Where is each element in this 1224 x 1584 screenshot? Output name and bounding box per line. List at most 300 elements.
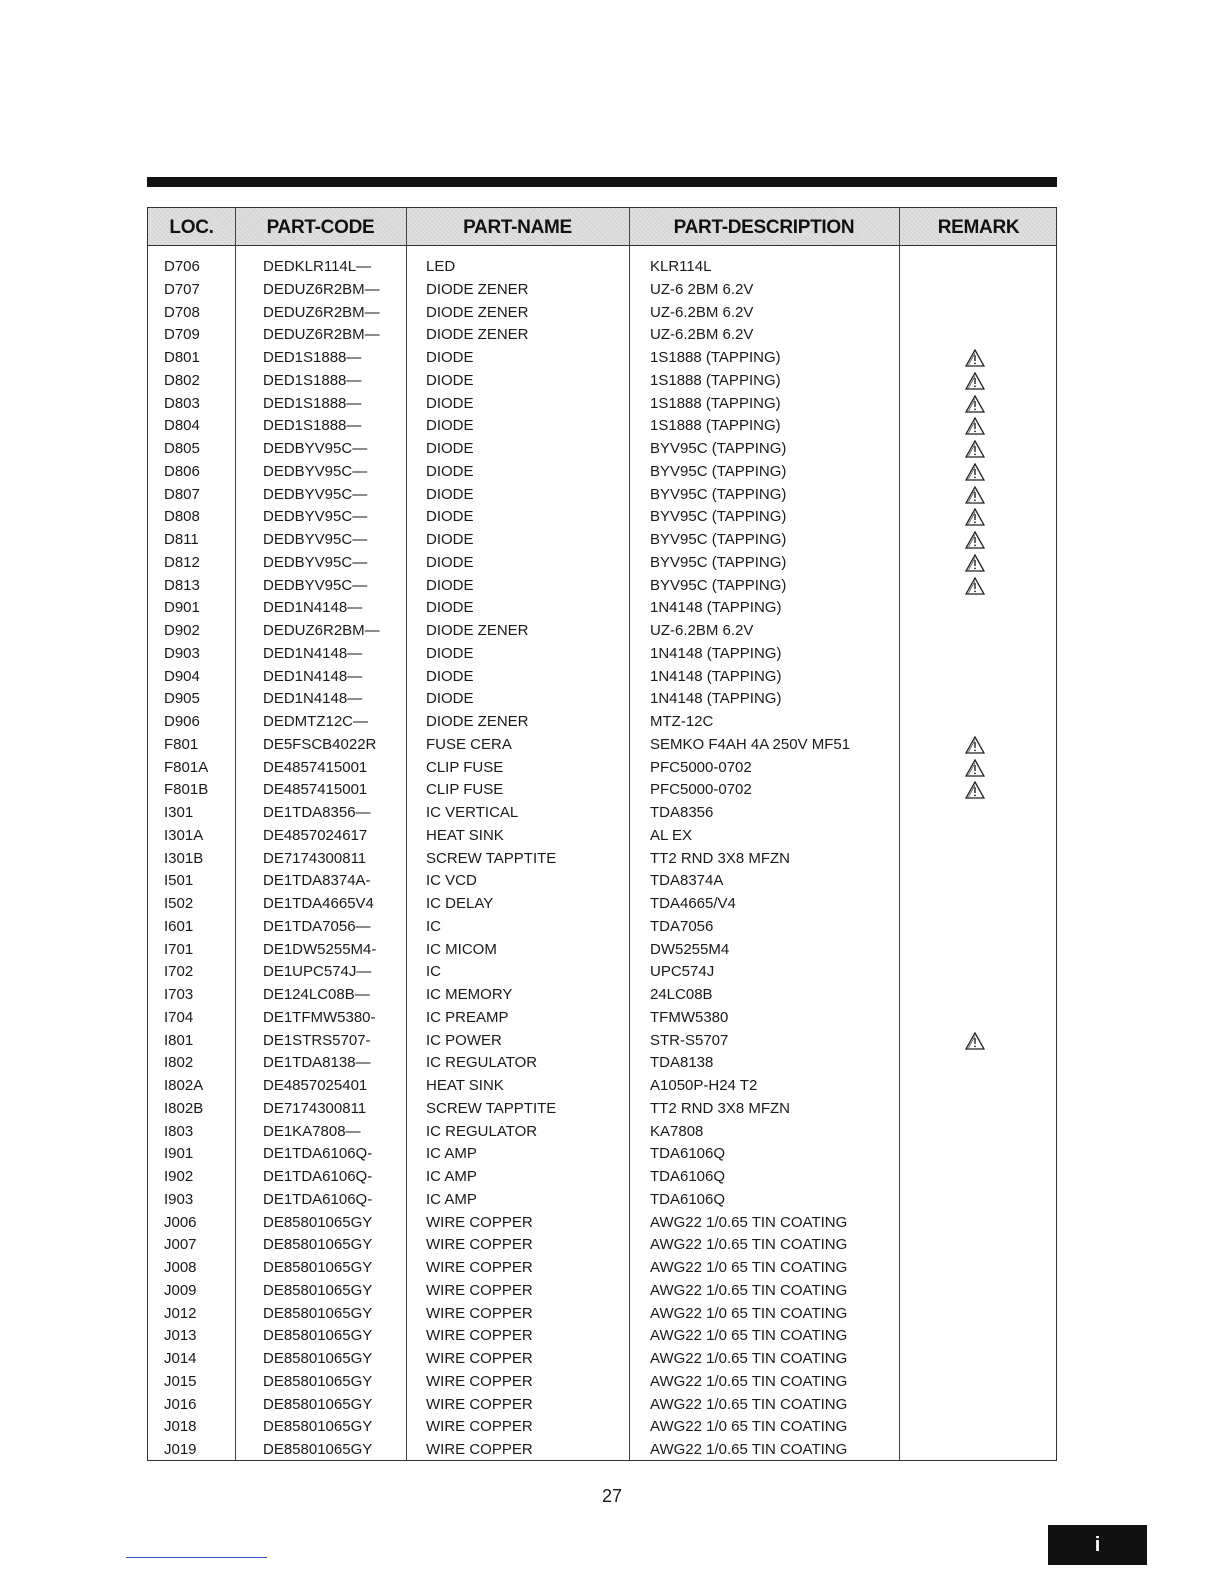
cell-remark [965, 324, 989, 346]
table-row [148, 711, 1056, 734]
cell-loc: I802 [164, 1054, 194, 1072]
cell-part-code: DE4857025401 [263, 1077, 368, 1094]
cell-part-code: DE1DW5255M4- [263, 940, 377, 958]
cell-part-name: WIRE COPPER [426, 1281, 533, 1299]
cell-part-name: IC MICOM [426, 940, 497, 958]
cell-part-name: IC DELAY [426, 895, 494, 912]
cell-loc: D902 [164, 622, 200, 639]
cell-remark [965, 347, 989, 369]
table-row [148, 825, 1056, 848]
cell-part-description: TDA4665/V4 [650, 895, 736, 912]
cell-remark [965, 1394, 989, 1416]
cell-part-description: 1S1888 (TAPPING) [650, 371, 781, 389]
cell-part-description: TDA7056 [650, 917, 714, 935]
cell-part-code: DE1STRS5707- [263, 1031, 371, 1049]
cell-remark [965, 688, 989, 710]
parts-table [147, 207, 1057, 1461]
table-row [148, 1098, 1056, 1121]
cell-loc: D707 [164, 280, 200, 298]
cell-part-code: DED1S1888— [263, 417, 362, 435]
cell-loc: I703 [164, 986, 194, 1003]
cell-part-name: WIRE COPPER [426, 1372, 533, 1390]
table-row [148, 529, 1056, 552]
cell-part-code: DE1TDA4665V4 [263, 895, 374, 912]
cell-part-code: DEDBYV95C— [263, 462, 368, 480]
cell-remark [965, 666, 989, 688]
cell-loc: I704 [164, 1008, 194, 1026]
cell-remark [965, 506, 989, 528]
cell-part-name: DIODE [426, 644, 474, 662]
table-row [148, 506, 1056, 529]
cell-part-code: DEDBYV95C— [263, 485, 368, 503]
cell-part-code: DED1N4148— [263, 644, 363, 662]
cell-part-name: SCREW TAPPTITE [426, 1099, 557, 1117]
cell-part-name: SCREW TAPPTITE [426, 849, 557, 867]
cell-remark [965, 597, 989, 619]
cell-part-name: HEAT SINK [426, 1077, 504, 1094]
table-row [148, 1121, 1056, 1144]
cell-remark [965, 1189, 989, 1211]
cell-loc: I801 [164, 1031, 194, 1049]
cell-part-name: DIODE ZENER [426, 280, 529, 298]
cell-remark [965, 1212, 989, 1234]
table-row [148, 1143, 1056, 1166]
cell-remark [965, 916, 989, 938]
table-row [148, 324, 1056, 347]
cell-part-code: DEDUZ6R2BM— [263, 622, 380, 639]
cell-part-description: AWG22 1/0 65 TIN COATING [650, 1259, 848, 1276]
cell-remark [965, 1416, 989, 1438]
cell-remark [965, 302, 989, 324]
cell-part-description: TDA8138 [650, 1054, 714, 1072]
cell-remark [965, 415, 989, 437]
table-row [148, 870, 1056, 893]
cell-part-code: DE7174300811 [263, 1099, 367, 1117]
cell-part-description: TDA8356 [650, 804, 714, 821]
cell-loc: J012 [164, 1304, 197, 1322]
cell-remark [965, 984, 989, 1006]
cell-remark [965, 848, 989, 870]
cell-loc: D905 [164, 690, 200, 708]
cell-part-name: IC VCD [426, 872, 477, 890]
cell-part-name: DIODE [426, 531, 474, 548]
cell-part-name: WIRE COPPER [426, 1304, 533, 1322]
cell-remark [965, 552, 989, 574]
cell-part-code: DE85801065GY [263, 1372, 373, 1390]
header-loc: LOC. [169, 217, 214, 238]
warning-triangle-icon [965, 577, 989, 595]
cell-loc: D803 [164, 394, 200, 412]
cell-part-description: TDA6106Q [650, 1190, 726, 1208]
cell-remark [965, 1052, 989, 1074]
cell-loc: I701 [164, 940, 194, 958]
cell-part-name: DIODE ZENER [426, 303, 529, 321]
cell-part-name: CLIP FUSE [426, 758, 504, 776]
cell-part-description: 1S1888 (TAPPING) [650, 349, 781, 366]
cell-loc: J007 [164, 1236, 197, 1254]
cell-part-code: DEDBYV95C— [263, 508, 368, 526]
table-row [148, 984, 1056, 1007]
cell-part-name: DIODE [426, 599, 474, 617]
table-row [148, 1280, 1056, 1303]
table-row [148, 779, 1056, 802]
cell-part-name: WIRE COPPER [426, 1327, 533, 1345]
table-row [148, 461, 1056, 484]
table-row [148, 1189, 1056, 1212]
cell-remark [965, 1303, 989, 1325]
cell-loc: F801A [164, 758, 209, 776]
cell-loc: D807 [164, 485, 200, 503]
cell-part-description: UPC574J [650, 963, 715, 981]
cell-part-name: HEAT SINK [426, 826, 504, 844]
table-row [148, 256, 1056, 279]
cell-loc: I803 [164, 1122, 194, 1140]
cell-part-name: CLIP FUSE [426, 781, 504, 799]
warning-triangle-icon [965, 531, 989, 549]
cell-remark [965, 734, 989, 756]
cell-part-name: IC REGULATOR [426, 1054, 538, 1072]
table-row [148, 916, 1056, 939]
cell-loc: J018 [164, 1418, 197, 1436]
table-row [148, 279, 1056, 302]
cell-loc: J008 [164, 1259, 197, 1276]
cell-loc: I903 [164, 1190, 194, 1208]
cell-part-description: TDA8374A [650, 872, 724, 890]
cell-part-name: IC [426, 917, 441, 935]
cell-part-description: 1S1888 (TAPPING) [650, 417, 781, 435]
cell-loc: I301 [164, 804, 194, 821]
cell-part-code: DE1KA7808— [263, 1122, 361, 1140]
cell-part-description: UZ-6.2BM 6.2V [650, 303, 754, 321]
table-row [148, 302, 1056, 325]
table-row [148, 1303, 1056, 1326]
cell-part-description: BYV95C (TAPPING) [650, 531, 787, 548]
cell-part-description: AWG22 1/0.65 TIN COATING [650, 1350, 848, 1367]
cell-part-description: AWG22 1/0.65 TIN COATING [650, 1213, 848, 1231]
cell-part-code: DE4857415001 [263, 758, 368, 776]
cell-loc: D802 [164, 371, 200, 389]
cell-part-code: DE1UPC574J— [263, 963, 372, 981]
cell-part-code: DE4857024617 [263, 826, 368, 844]
cell-part-description: 1N4148 (TAPPING) [650, 644, 782, 662]
table-row [148, 1257, 1056, 1280]
cell-part-description: AWG22 1/0.65 TIN COATING [650, 1281, 848, 1299]
cell-part-code: DE85801065GY [263, 1418, 373, 1436]
cell-part-description: BYV95C (TAPPING) [650, 462, 787, 480]
warning-triangle-icon [965, 486, 989, 504]
cell-remark [965, 484, 989, 506]
cell-part-code: DE1TDA7056— [263, 917, 371, 935]
cell-part-code: DE85801065GY [263, 1441, 373, 1458]
warning-triangle-icon [965, 1032, 989, 1050]
warning-triangle-icon [965, 554, 989, 572]
page-number: 27 [601, 1486, 623, 1506]
cell-part-name: DIODE [426, 667, 474, 685]
cell-loc: D708 [164, 303, 200, 321]
cell-remark [965, 870, 989, 892]
cell-part-code: DE1TDA8356— [263, 804, 371, 821]
cell-part-code: DE124LC08B— [263, 986, 370, 1003]
cell-part-description: TT2 RND 3X8 MFZN [650, 1099, 791, 1117]
table-row [148, 1371, 1056, 1394]
cell-part-description: TDA6106Q [650, 1168, 726, 1185]
table-row [148, 552, 1056, 575]
cell-part-name: WIRE COPPER [426, 1259, 533, 1276]
table-row [148, 597, 1056, 620]
cell-part-description: 1N4148 (TAPPING) [650, 667, 782, 685]
cell-part-name: IC VERTICAL [426, 804, 519, 821]
cell-part-description: AWG22 1/0.65 TIN COATING [650, 1236, 848, 1254]
cell-loc: J019 [164, 1441, 197, 1458]
cell-loc: D709 [164, 326, 200, 344]
cell-part-code: DE85801065GY [263, 1213, 373, 1231]
cell-part-name: WIRE COPPER [426, 1441, 533, 1458]
cell-loc: D806 [164, 462, 200, 480]
cell-loc: I702 [164, 963, 194, 981]
cell-loc: D805 [164, 440, 200, 457]
warning-triangle-icon [965, 508, 989, 526]
cell-part-code: DE85801065GY [263, 1395, 373, 1413]
cell-part-description: TDA6106Q [650, 1145, 726, 1163]
cell-remark [965, 575, 989, 597]
table-row [148, 484, 1056, 507]
cell-part-code: DED1N4148— [263, 667, 363, 685]
cell-loc: J016 [164, 1395, 197, 1413]
table-row [148, 666, 1056, 689]
cell-part-name: DIODE [426, 485, 474, 503]
cell-remark [965, 1348, 989, 1370]
cell-remark [965, 757, 989, 779]
cell-remark [965, 825, 989, 847]
warning-triangle-icon [965, 417, 989, 435]
cell-loc: I502 [164, 895, 194, 912]
cell-part-description: KA7808 [650, 1122, 704, 1140]
cell-loc: I901 [164, 1145, 194, 1163]
cell-remark [965, 939, 989, 961]
cell-part-code: DE85801065GY [263, 1327, 373, 1345]
footer-link-underline [126, 1557, 267, 1558]
cell-loc: I802A [164, 1077, 204, 1094]
cell-part-description: KLR114L [650, 258, 712, 275]
table-row [148, 1394, 1056, 1417]
cell-part-code: DE85801065GY [263, 1304, 373, 1322]
table-row [148, 802, 1056, 825]
cell-loc: D906 [164, 713, 200, 730]
cell-part-name: IC MEMORY [426, 986, 513, 1003]
cell-part-name: IC REGULATOR [426, 1122, 538, 1140]
cell-remark [965, 1143, 989, 1165]
cell-remark [965, 893, 989, 915]
cell-part-name: WIRE COPPER [426, 1213, 533, 1231]
table-row [148, 961, 1056, 984]
cell-remark [965, 779, 989, 801]
warning-triangle-icon [965, 759, 989, 777]
cell-loc: D813 [164, 576, 200, 594]
cell-part-name: WIRE COPPER [426, 1350, 533, 1367]
table-row [148, 1007, 1056, 1030]
cell-remark [965, 1371, 989, 1393]
cell-part-code: DE5FSCB4022R [263, 735, 377, 753]
cell-part-code: DE85801065GY [263, 1259, 373, 1276]
cell-part-name: DIODE [426, 394, 474, 412]
cell-part-code: DE1TFMW5380- [263, 1008, 376, 1026]
table-row [148, 438, 1056, 461]
cell-part-name: IC AMP [426, 1168, 477, 1185]
cell-part-code: DED1S1888— [263, 394, 362, 412]
cell-loc: D904 [164, 667, 200, 685]
cell-part-name: DIODE [426, 440, 474, 457]
cell-part-name: LED [426, 258, 456, 275]
cell-loc: D812 [164, 553, 200, 571]
cell-part-name: DIODE ZENER [426, 713, 529, 730]
table-row [148, 620, 1056, 643]
cell-part-description: AWG22 1/0 65 TIN COATING [650, 1418, 848, 1436]
cell-remark [965, 1166, 989, 1188]
table-row [148, 1212, 1056, 1235]
cell-loc: F801 [164, 735, 199, 753]
cell-part-description: BYV95C (TAPPING) [650, 576, 787, 594]
cell-part-name: FUSE CERA [426, 735, 512, 753]
cell-remark [965, 620, 989, 642]
cell-remark [965, 1098, 989, 1120]
cell-remark [965, 1325, 989, 1347]
table-row [148, 1439, 1056, 1462]
table-row [148, 1325, 1056, 1348]
cell-part-description: SEMKO F4AH 4A 250V MF51 [650, 735, 851, 753]
cell-remark [965, 461, 989, 483]
table-row [148, 688, 1056, 711]
cell-part-code: DEDMTZ12C— [263, 713, 369, 730]
cell-part-code: DEDUZ6R2BM— [263, 326, 380, 344]
cell-loc: I802B [164, 1099, 204, 1117]
cell-part-code: DE1TDA8138— [263, 1054, 371, 1072]
cell-loc: I601 [164, 917, 194, 935]
cell-part-code: DEDBYV95C— [263, 576, 368, 594]
header-part-name: PART-NAME [463, 217, 572, 238]
cell-remark [965, 529, 989, 551]
warning-triangle-icon [965, 349, 989, 367]
cell-part-name: IC AMP [426, 1145, 477, 1163]
table-row [148, 575, 1056, 598]
cell-part-name: DIODE [426, 417, 474, 435]
cell-remark [965, 643, 989, 665]
cell-part-code: DED1N4148— [263, 599, 363, 617]
cell-remark [965, 1075, 989, 1097]
cell-loc: D804 [164, 417, 200, 435]
cell-part-code: DEDBYV95C— [263, 553, 368, 571]
cell-loc: J014 [164, 1350, 197, 1367]
cell-loc: I501 [164, 872, 194, 890]
info-icon: i [1048, 1525, 1147, 1565]
cell-part-code: DE85801065GY [263, 1281, 373, 1299]
table-row [148, 393, 1056, 416]
cell-remark [965, 279, 989, 301]
cell-part-name: DIODE [426, 690, 474, 708]
table-row [148, 643, 1056, 666]
cell-part-description: 1S1888 (TAPPING) [650, 394, 781, 412]
table-row [148, 1166, 1056, 1189]
table-row [148, 939, 1056, 962]
warning-triangle-icon [965, 372, 989, 390]
table-row [148, 1416, 1056, 1439]
cell-remark [965, 1234, 989, 1256]
cell-loc: D808 [164, 508, 200, 526]
cell-loc: J015 [164, 1372, 197, 1390]
cell-part-code: DE7174300811 [263, 849, 367, 867]
cell-part-description: PFC5000-0702 [650, 781, 752, 799]
cell-part-description: BYV95C (TAPPING) [650, 485, 787, 503]
table-header [148, 208, 1056, 246]
warning-triangle-icon [965, 463, 989, 481]
cell-loc: F801B [164, 781, 209, 799]
cell-part-name: IC [426, 963, 441, 981]
cell-part-name: DIODE [426, 349, 474, 366]
cell-loc: J013 [164, 1327, 197, 1345]
cell-part-description: TT2 RND 3X8 MFZN [650, 849, 791, 867]
cell-loc: D903 [164, 644, 200, 662]
cell-loc: D801 [164, 349, 200, 366]
warning-triangle-icon [965, 736, 989, 754]
table-row [148, 1075, 1056, 1098]
table-row [148, 347, 1056, 370]
cell-part-description: PFC5000-0702 [650, 758, 752, 776]
cell-remark [965, 1257, 989, 1279]
header-part-description: PART-DESCRIPTION [673, 217, 855, 238]
cell-part-name: DIODE [426, 553, 474, 571]
cell-part-description: AWG22 1/0.65 TIN COATING [650, 1441, 848, 1458]
cell-remark [965, 393, 989, 415]
cell-remark [965, 711, 989, 733]
table-row [148, 1052, 1056, 1075]
cell-part-code: DED1S1888— [263, 349, 362, 366]
cell-loc: J009 [164, 1281, 197, 1299]
cell-part-name: WIRE COPPER [426, 1418, 533, 1436]
cell-part-code: DEDBYV95C— [263, 440, 368, 457]
cell-part-name: DIODE ZENER [426, 622, 529, 639]
cell-remark [965, 1030, 989, 1052]
cell-part-code: DE85801065GY [263, 1350, 373, 1367]
cell-remark [965, 1007, 989, 1029]
table-row [148, 1348, 1056, 1371]
cell-part-description: 1N4148 (TAPPING) [650, 690, 782, 708]
cell-part-description: AWG22 1/0 65 TIN COATING [650, 1327, 848, 1345]
cell-part-name: WIRE COPPER [426, 1236, 533, 1254]
cell-remark [965, 438, 989, 460]
cell-part-description: BYV95C (TAPPING) [650, 440, 787, 457]
table-row [148, 893, 1056, 916]
cell-part-code: DEDUZ6R2BM— [263, 303, 380, 321]
cell-part-description: DW5255M4 [650, 940, 730, 958]
cell-part-description: TFMW5380 [650, 1008, 729, 1026]
cell-part-description: UZ-6 2BM 6.2V [650, 280, 754, 298]
warning-triangle-icon [965, 395, 989, 413]
cell-part-code: DE85801065GY [263, 1236, 373, 1254]
cell-part-name: WIRE COPPER [426, 1395, 533, 1413]
cell-part-code: DE1TDA6106Q- [263, 1168, 373, 1185]
cell-part-description: AWG22 1/0.65 TIN COATING [650, 1395, 848, 1413]
cell-remark [965, 1121, 989, 1143]
warning-triangle-icon [965, 440, 989, 458]
cell-loc: I301B [164, 849, 204, 867]
cell-part-description: 24LC08B [650, 986, 713, 1003]
table-body [148, 256, 1056, 1462]
cell-part-description: 1N4148 (TAPPING) [650, 599, 782, 617]
cell-part-name: DIODE [426, 371, 474, 389]
cell-part-name: DIODE [426, 508, 474, 526]
table-row [148, 370, 1056, 393]
cell-part-code: DEDBYV95C— [263, 531, 368, 548]
cell-part-description: AWG22 1/0.65 TIN COATING [650, 1372, 848, 1390]
